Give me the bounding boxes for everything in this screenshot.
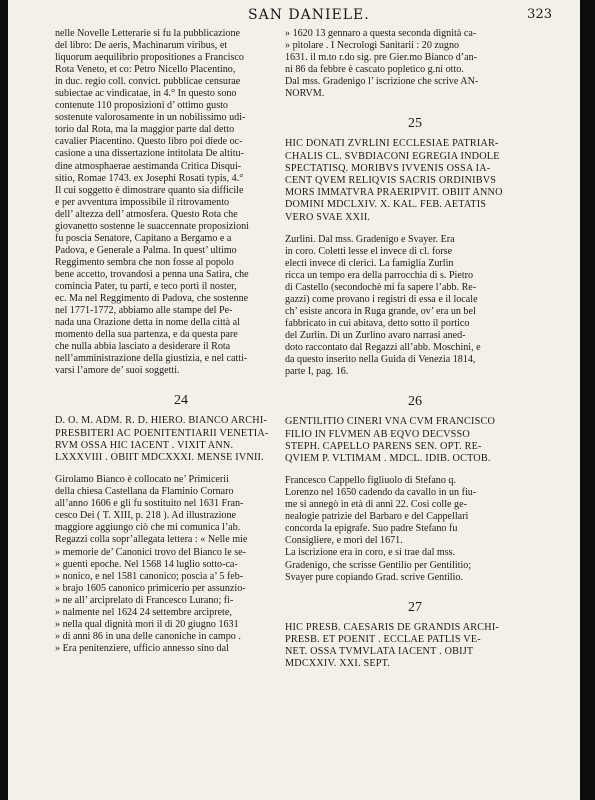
- entry-number-27: 27: [408, 599, 422, 615]
- inscription-24: D. O. M. ADM. R. D. HIERO. BIANCO ARCHI- PRESBITERI AC POENITENTIARII VENETIA- RVM OSSA HIC IACENT . VIXIT ANN. LXXXVIII . OBIIT MDCXXXI. MENSE IVNII.: [55, 415, 269, 464]
- entry-number-26: 26: [408, 394, 422, 410]
- entry-number-24: 24: [174, 393, 188, 409]
- entry-number-25: 25: [408, 116, 422, 132]
- paragraph-cappello: Francesco Cappello figliuolo di Stefano q. Lorenzo nel 1650 cadendo da cavallo in un fiu- me si annegò in età di anni 22. Così colle ge- nealogie patrizie del Barbaro e del Cappellari concorda la epigrafe. Suo padre Stefano fu Consigliere, e morì del 1671. La iscrizione era in coro, e si trae dal mss. Gradenigo, che scrisse Gentilio per Gentilitio; Svayer pure copiando Grad. scrive Gentilio.: [285, 475, 477, 583]
- paragraph-bianco: Girolamo Bianco è collocato ne’ Primicerii della chiesa Castellana da Flaminio Cornaro all’anno 1606 e gli fu sostituito nel 1631 Fran- cesco Dei ( T. XIII, p. 218 ). Ad illustrazione maggiore aggiungo ciò che mi comunica l’ab. Regazzi colla sopr’allegata lettera : « Nelle mie » memorie de’ Canonici trovo del Bianco le se- » guenti epoche. Nel 1568 14 luglio sotto-ca- » nonico, e nel 1581 canonico; poscia a’ 5 feb- » brajo 1605 canonico primicerio per assunzio- » ne all’ arciprelato di Francesco Lurano; fi- » nalmente nel 1624 24 settembre arciprete, » nella qual dignità morì il dì 20 giugno 1631 » di anni 86 in una delle canoniche in campo . » Era penitenziere, ufficio annesso sino dal: [55, 474, 248, 654]
- inscription-26: GENTILITIO CINERI VNA CVM FRANCISCO FILIO IN FLVMEN AB EQVO DECVSSO STEPH. CAPELLO PARENS SEN. OPT. RE- QVIEM P. VLTIMAM . MDCL. IDIB. OCTOB.: [285, 416, 495, 464]
- running-title: SAN DANIELE.: [248, 7, 370, 23]
- inscription-27: HIC PRESB. CAESARIS DE GRANDIS ARCHI- PRESB. ET POENIT . ECCLAE PATLIS VE- NET. OSSA TVMVLATA IACENT . OBIJT MDCXXIV. XXI. SEPT.: [285, 621, 500, 670]
- page-number: 323: [527, 7, 552, 22]
- right-column: [285, 28, 545, 670]
- page-header: [8, 7, 580, 27]
- inscription-25: HIC DONATI ZVRLINI ECCLESIAE PATRIAR- CHALIS CL. SVBDIACONI EGREGIA INDOLE SPECTATISQ. MORIBVS IVVENIS OSSA IA- CENT QVEM RELIQVIS SACRIS ORDINIBVS MORS IMMATVRA PRAERIPVIT. OBIIT ANNO DOMINI MDCLXIV. X. KAL. FEB. AETATIS VERO SVAE XXII.: [285, 138, 503, 223]
- book-page: [8, 0, 580, 800]
- paragraph-rota: nelle Novelle Letterarie si fu la pubblicazione del libro: De aeris, Machinarum viribus, et liquorum aequilibrio propositiones a Francisco Rota Veneto, et co: Petro Nicello Placentino, in duc. regio coll. convict. pubblicae censurae subiectae ac vindicatae, in 4.° In questo sono contenute 110 proposizioni d’ ottimo gusto sostenute valorosamente in un nobilissimo udi- torio dal Rota, ma la maggior parte dal detto cavalier Piacentino. Questo libro poi diede oc- casione a una dissertazione intitolata De altitu- dine atmosphaerae aestimanda Critica Disqui- sitio, Romae 1743. ex Josephi Rosati typis, 4.° Il cui soggetto è dimostrare quanto sia difficile e per avventura impossibile il ritrovamento dell’ altezza dell’ atmosfera. Questo Rota che giovanetto sostenne le suaccennate proposizioni fu poscia Senatore, Capitano a Bergamo e a Padova, e Generale a Palma. In quest’ ultimo Reggimento sembra che non fosse al popolo bene accetto, trovandosi a penna una Satira, che comincia Pater, tu parti, e teco porti il noster, ec. Ma nel Reggimento di Padova, che sostenne nel 1771-1772, abbiamo alle stampe del Pe- nada una Orazione detta in nome della città al momento della sua partenza, e da questa pare che nulla abbia lasciato a desiderare il Rota nell’amministrazione della giustizia, e nel catti- varsi l’amore de’ suoi soggetti.: [55, 28, 249, 377]
- left-column: [55, 28, 307, 655]
- paragraph-bianco-continued: » 1620 13 gennaro a questa seconda dignità ca- » pitolare . I Necrologi Sanitarii : 20 zugno 1631. il m.to r.do sig. pre Gier.mo Bianco d’an- ni 86 da febbre è cascato popletico g.ni otto. Dal mss. Gradenigo l’ iscrizione che scrive AN- NORVM.: [285, 28, 479, 100]
- paragraph-zurlini: Zurlini. Dal mss. Gradenigo e Svayer. Era in coro. Coletti lesse el invece di cl. forse electi invece di clerici. La famiglia Zurlin ricca un tempo era della parrocchia di s. Pietro di Castello (secondochè mi fa sapere l’abb. Re- gazzi) come provano i registri di essa e il locale ch’ esiste ancora in Ruga grande, ov’ era un bel fabbricato in cui abitava, detto sotto il portico del Zurlin. Di un Zurlino avaro narrasi aned- doto raccontato dal Regazzi all’abb. Moschini, e da questo inserito nella Guida di Venezia 1814, parte I, pag. 16.: [285, 233, 481, 378]
